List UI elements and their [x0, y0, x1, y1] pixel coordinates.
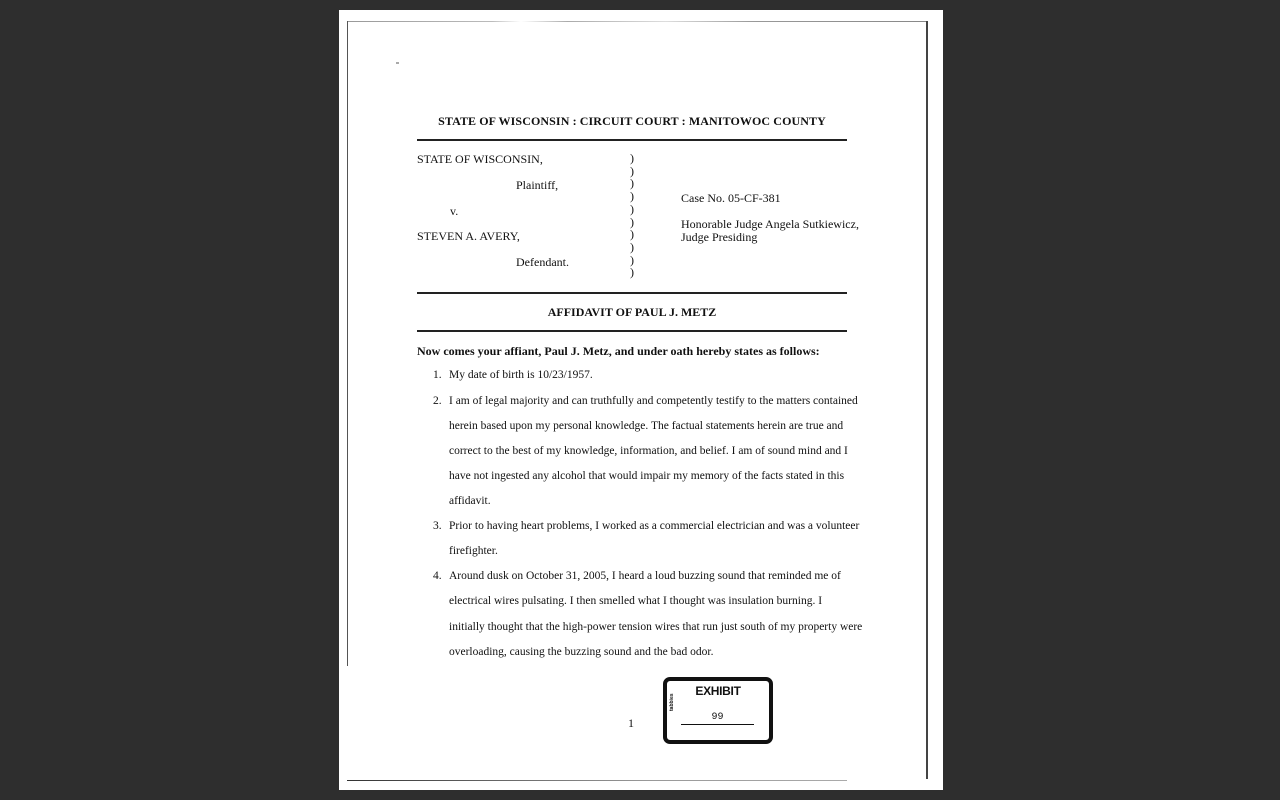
affidavit-title: AFFIDAVIT OF PAUL J. METZ	[547, 305, 717, 319]
exhibit-number: 99	[711, 712, 724, 723]
paragraph-line: firefighter.	[449, 545, 498, 557]
scan-artifact	[396, 62, 399, 64]
paragraph-number: 2.	[433, 395, 442, 407]
case-number: Case No. 05-CF-381	[681, 191, 781, 205]
paren: )	[630, 151, 634, 165]
caption-parentheses	[630, 152, 634, 279]
scan-border-left	[347, 21, 348, 666]
exhibit-sticker	[663, 677, 773, 744]
paren: )	[630, 265, 634, 280]
paren: )	[630, 176, 634, 191]
paren: )	[630, 239, 634, 254]
paren: )	[630, 227, 634, 242]
scan-border-top	[347, 21, 927, 22]
divider-rule	[417, 330, 847, 332]
affidavit-intro: Now comes your affiant, Paul J. Metz, and under oath hereby states as follows:	[417, 344, 820, 358]
exhibit-underline	[681, 724, 754, 725]
judge-name: Honorable Judge Angela Sutkiewicz,	[681, 217, 859, 231]
paragraph-line: correct to the best of my knowledge, information, and belief. I am of sound mind and I	[449, 445, 848, 457]
paragraph-line: Prior to having heart problems, I worked as a commercial electrician and was a volunteer	[449, 520, 860, 532]
divider-rule	[417, 139, 847, 141]
court-heading: STATE OF WISCONSIN : CIRCUIT COURT : MANITOWOC COUNTY	[438, 114, 826, 128]
paragraph-line: electrical wires pulsating. I then smelled what I thought was insulation burning. I	[449, 595, 823, 607]
paragraph-number: 1.	[433, 369, 442, 381]
paragraph-line: Around dusk on October 31, 2005, I heard a loud buzzing sound that reminded me of	[449, 570, 841, 582]
defendant-name: STEVEN A. AVERY,	[417, 229, 520, 243]
plaintiff-role: Plaintiff,	[516, 178, 559, 192]
paren: )	[630, 201, 634, 216]
paragraph-number: 3.	[433, 520, 442, 532]
paragraph-line: initially thought that the high-power tension wires that run just south of my property were	[449, 621, 863, 633]
paren: )	[630, 252, 634, 267]
paragraph-line: I am of legal majority and can truthfully and competently testify to the matters contained	[449, 395, 858, 407]
exhibit-label: EXHIBIT	[695, 684, 741, 698]
page-number: 1	[628, 716, 634, 730]
paragraph-line: affidavit.	[449, 495, 491, 507]
plaintiff-name: STATE OF WISCONSIN,	[417, 152, 543, 166]
paren: )	[630, 214, 634, 229]
paragraph-line: herein based upon my personal knowledge. The factual statements herein are true and	[449, 420, 844, 432]
exhibit-brand-mark: tabbies	[669, 693, 675, 711]
paragraph-line: overloading, causing the buzzing sound and the bad odor.	[449, 646, 714, 658]
defendant-role: Defendant.	[516, 255, 569, 269]
document-page[interactable]	[339, 10, 943, 790]
divider-rule	[417, 292, 847, 294]
paren: )	[630, 189, 634, 204]
paragraph-line: My date of birth is 10/23/1957.	[449, 369, 593, 381]
paren: )	[630, 163, 634, 178]
paragraph-line: have not ingested any alcohol that would impair my memory of the facts stated in this	[449, 470, 845, 482]
versus-label: v.	[450, 204, 459, 218]
judge-presiding: Judge Presiding	[681, 230, 758, 244]
scan-border-right	[926, 21, 928, 779]
paragraph-number: 4.	[433, 570, 442, 582]
scan-border-bottom	[347, 780, 847, 781]
